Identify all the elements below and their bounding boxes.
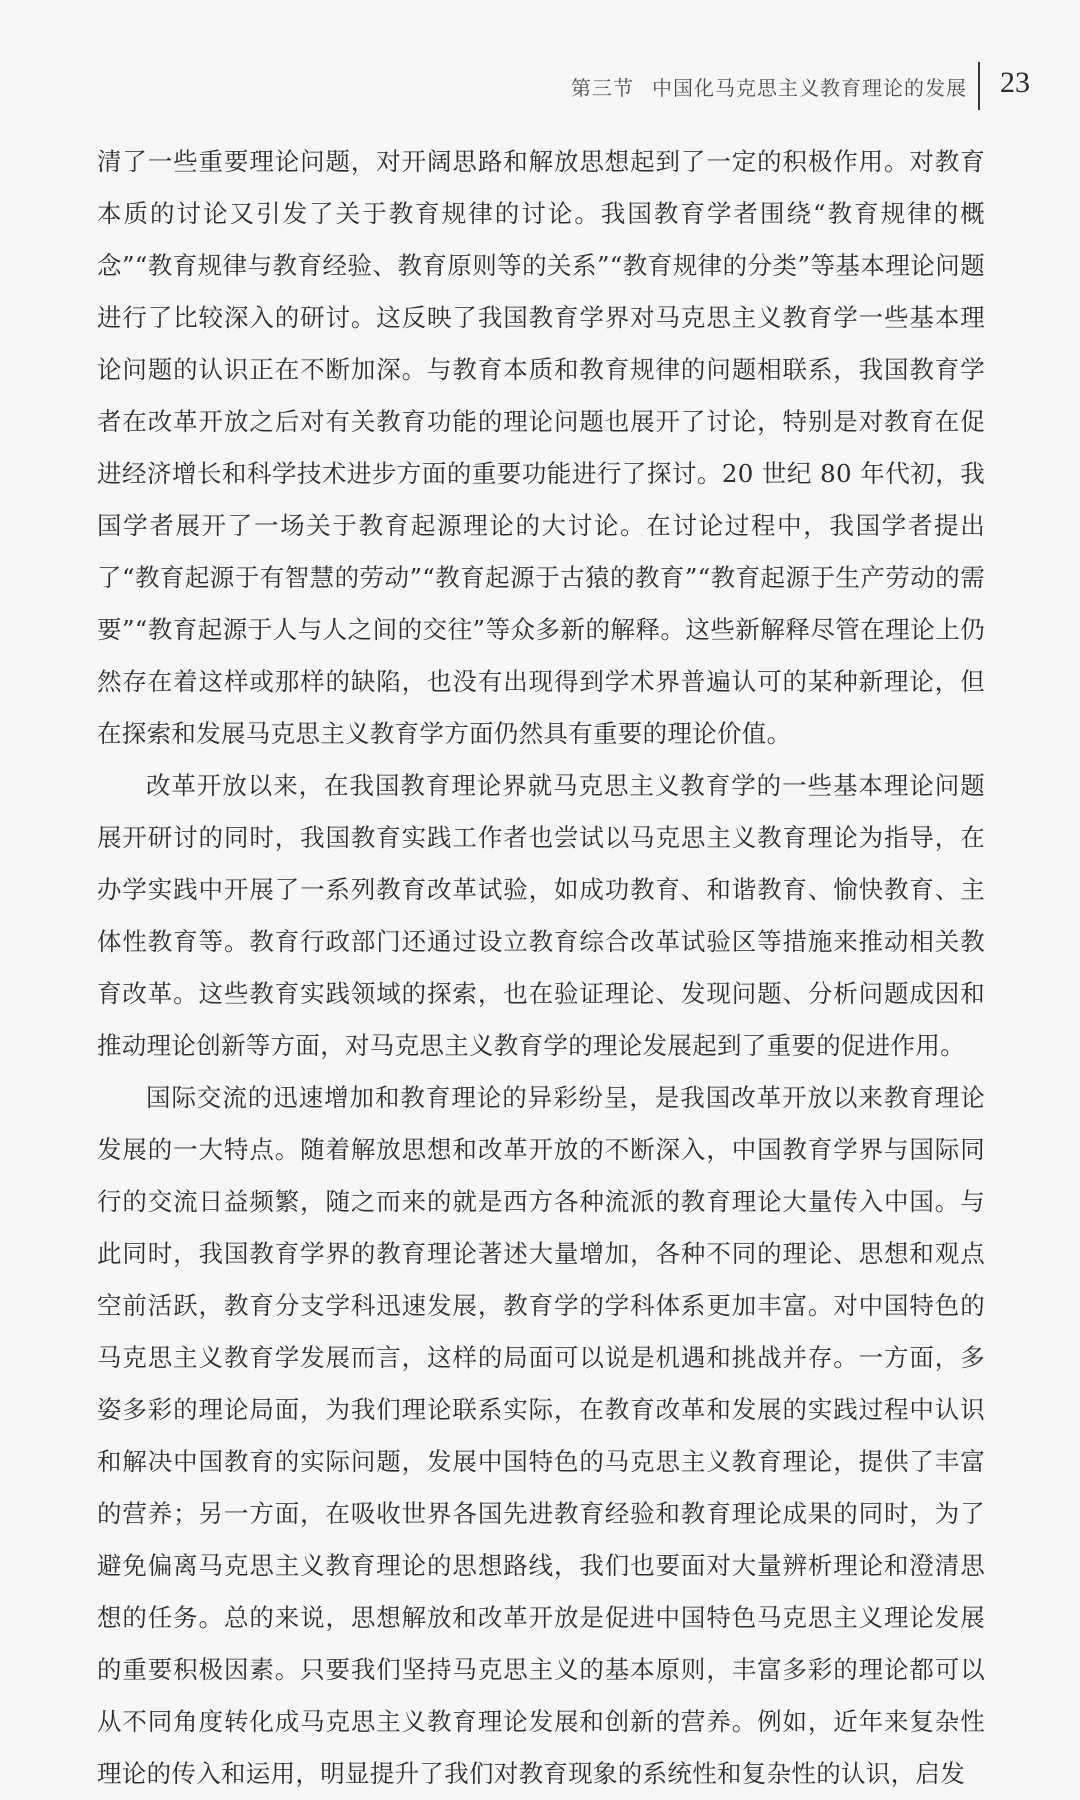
- section-label: 第三节: [571, 76, 634, 100]
- running-head: [571, 72, 967, 101]
- paragraph: 国际交流的迅速增加和教育理论的异彩纷呈，是我国改革开放以来教育理论发展的一大特点。随着解放思想和改革开放的不断深入，中国教育学界与国际同行的交流日益频繁，随之而来的就是西方各种流派的教育理论大量传入中国。与此同时，我国教育学界的教育理论著述大量增加，各种不同的理论、思想和观点空前活跃，教育分支学科迅速发展，教育学的学科体系更加丰富。对中国特色的马克思主义教育学发展而言，这样的局面可以说是机遇和挑战并存。一方面，多姿多彩的理论局面，为我们理论联系实际，在教育改革和发展的实践过程中认识和解决中国教育的实际问题，发展中国特色的马克思主义教育理论，提供了丰富的营养；另一方面，在吸收世界各国先进教育经验和教育理论成果的同时，为了避免偏离马克思主义教育理论的思想路线，我们也要面对大量辨析理论和澄清思想的任务。总的来说，思想解放和改革开放是促进中国特色马克思主义理论发展的重要积极因素。只要我们坚持马克思主义的基本原则，丰富多彩的理论都可以从不同角度转化成马克思主义教育理论发展和创新的营养。例如，近年来复杂性理论的传入和运用，明显提升了我们对教育现象的系统性和复杂性的认识，启发: [97, 1083, 985, 1788]
- page-header: [0, 62, 1080, 112]
- paragraph: 改革开放以来，在我国教育理论界就马克思主义教育学的一些基本理论问题展开研讨的同时，我国教育实践工作者也尝试以马克思主义教育理论为指导，在办学实践中开展了一系列教育改革试验，如成功教育、和谐教育、愉快教育、主体性教育等。教育行政部门还通过设立教育综合改革试验区等措施来推动相关教育改革。这些教育实践领域的探索，也在验证理论、发现问题、分析问题成因和推动理论创新等方面，对马克思主义教育学的理论发展起到了重要的促进作用。: [97, 771, 985, 1060]
- section-title: 中国化马克思主义教育理论的发展: [652, 76, 967, 100]
- page-number: 23: [1000, 66, 1030, 99]
- body-text: [97, 136, 985, 1800]
- header-divider: [978, 62, 980, 110]
- paragraph-continued: 清了一些重要理论问题，对开阔思路和解放思想起到了一定的积极作用。对教育本质的讨论又引发了关于教育规律的讨论。我国教育学者围绕“教育规律的概念”“教育规律与教育经验、教育原则等的关系”“教育规律的分类”等基本理论问题进行了比较深入的研讨。这反映了我国教育学界对马克思主义教育学一些基本理论问题的认识正在不断加深。与教育本质和教育规律的问题相联系，我国教育学者在改革开放之后对有关教育功能的理论问题也展开了讨论，特别是对教育在促进经济增长和科学技术进步方面的重要功能进行了探讨。20 世纪 80 年代初，我国学者展开了一场关于教育起源理论的大讨论。在讨论过程中，我国学者提出了“教育起源于有智慧的劳动”“教育起源于古猿的教育”“教育起源于生产劳动的需要”“教育起源于人与人之间的交往”等众多新的解释。这些新解释尽管在理论上仍然存在着这样或那样的缺陷，也没有出现得到学术界普遍认可的某种新理论，但在探索和发展马克思主义教育学方面仍然具有重要的理论价值。: [97, 147, 985, 748]
